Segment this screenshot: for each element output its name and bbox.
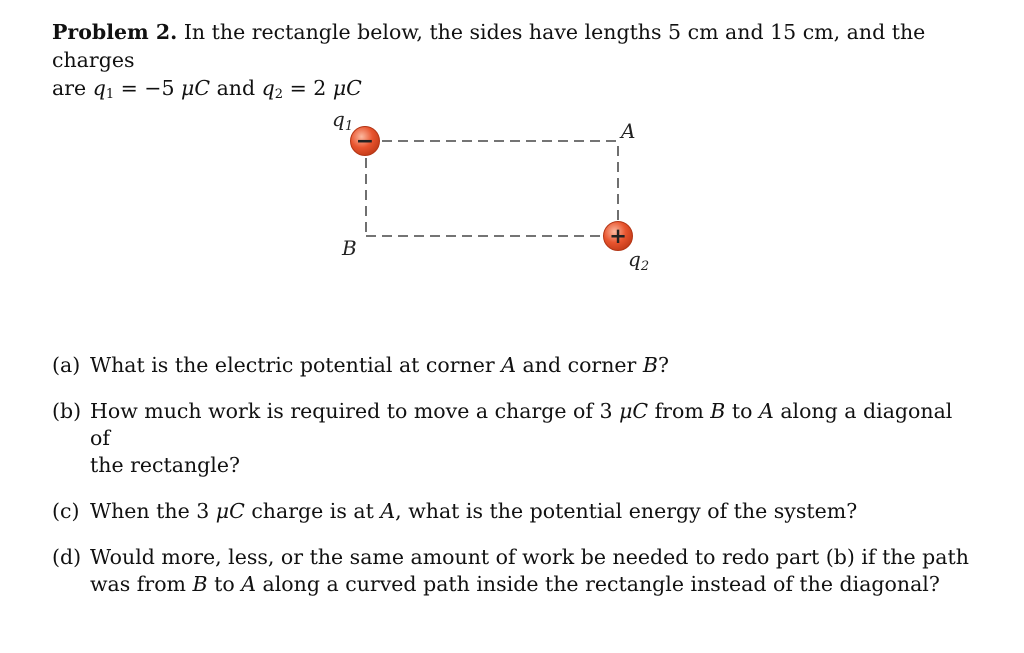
part-d-text-4: along a curved path inside the rectangle instead of the diagonal?: [256, 572, 940, 596]
var-a: A: [758, 399, 774, 423]
intro-are: are: [52, 76, 87, 100]
intro-and: and: [210, 76, 262, 100]
part-c-text-2: charge is at: [244, 499, 381, 523]
q2-subscript: 2: [274, 87, 284, 102]
part-a: [52, 352, 972, 379]
corner-b-label: B: [342, 236, 357, 260]
unit-c: C: [229, 499, 245, 523]
svg-text:q1: [332, 107, 353, 134]
part-a-text-2: and corner: [516, 353, 643, 377]
q1-unit-c: C: [194, 76, 211, 100]
var-a: A: [380, 499, 396, 523]
q1-value: = −5: [114, 76, 182, 100]
unit-mu: μ: [215, 499, 230, 523]
q2-symbol: q: [261, 76, 275, 100]
part-b-text-4: along a diagonal of: [90, 399, 953, 450]
q2-value: = 2: [283, 76, 333, 100]
q1-subscript: 1: [105, 87, 115, 102]
q2-unit-c: C: [346, 76, 362, 100]
unit-mu: μ: [619, 399, 633, 423]
var-a: A: [501, 353, 517, 377]
plus-sign: +: [609, 224, 627, 248]
q1-figure-sub: 1: [344, 119, 354, 134]
part-b-text-2: from: [648, 399, 711, 423]
part-b: [52, 398, 972, 479]
rectangle-diagram: [320, 100, 680, 290]
problem-statement: [52, 18, 972, 102]
var-b: B: [192, 572, 208, 596]
part-d-text-2: was from: [90, 572, 193, 596]
minus-sign: −: [355, 129, 375, 154]
part-d: [52, 544, 972, 598]
var-b: B: [642, 353, 658, 377]
part-b-label: (b): [52, 399, 82, 423]
part-b-line-2: the rectangle?: [90, 453, 240, 477]
intro-line-2: [52, 74, 972, 102]
part-c-label: (c): [52, 499, 80, 523]
q2-figure-sub: 2: [640, 259, 650, 274]
part-a-text-3: ?: [657, 353, 669, 377]
q2-figure-label: q: [628, 247, 641, 271]
svg-text:q2: [628, 247, 649, 274]
part-c-text: When the 3: [90, 499, 216, 523]
part-b-text: How much work is required to move a charge of 3: [90, 399, 620, 423]
q2-unit-mu: μ: [332, 76, 347, 100]
var-a: A: [241, 572, 257, 596]
q1-unit-mu: μ: [181, 76, 195, 100]
intro-line-1: [52, 18, 972, 74]
part-c-text-3: , what is the potential energy of the system?: [395, 499, 858, 523]
part-b-text-3: to: [725, 399, 759, 423]
part-d-line-2: [90, 571, 972, 598]
part-d-label: (d): [52, 545, 82, 569]
part-a-text: What is the electric potential at corner: [90, 353, 502, 377]
intro-text-1: In the rectangle below, the sides have lengths 5 cm and 15 cm, and the charges: [52, 20, 926, 72]
question-parts: [52, 352, 972, 617]
part-d-text-3: to: [207, 572, 242, 596]
var-b: B: [710, 399, 726, 423]
part-d-line-1: Would more, less, or the same amount of work be needed to redo part (b) if the path: [90, 545, 969, 569]
problem-heading: Problem 2.: [52, 20, 178, 44]
part-c: [52, 498, 972, 525]
q1-symbol: q: [92, 76, 106, 100]
part-a-label: (a): [52, 353, 81, 377]
unit-c: C: [632, 399, 649, 423]
q1-figure-label: q: [332, 107, 345, 131]
part-b-line-1: [90, 398, 972, 452]
corner-a-label: A: [621, 119, 636, 143]
